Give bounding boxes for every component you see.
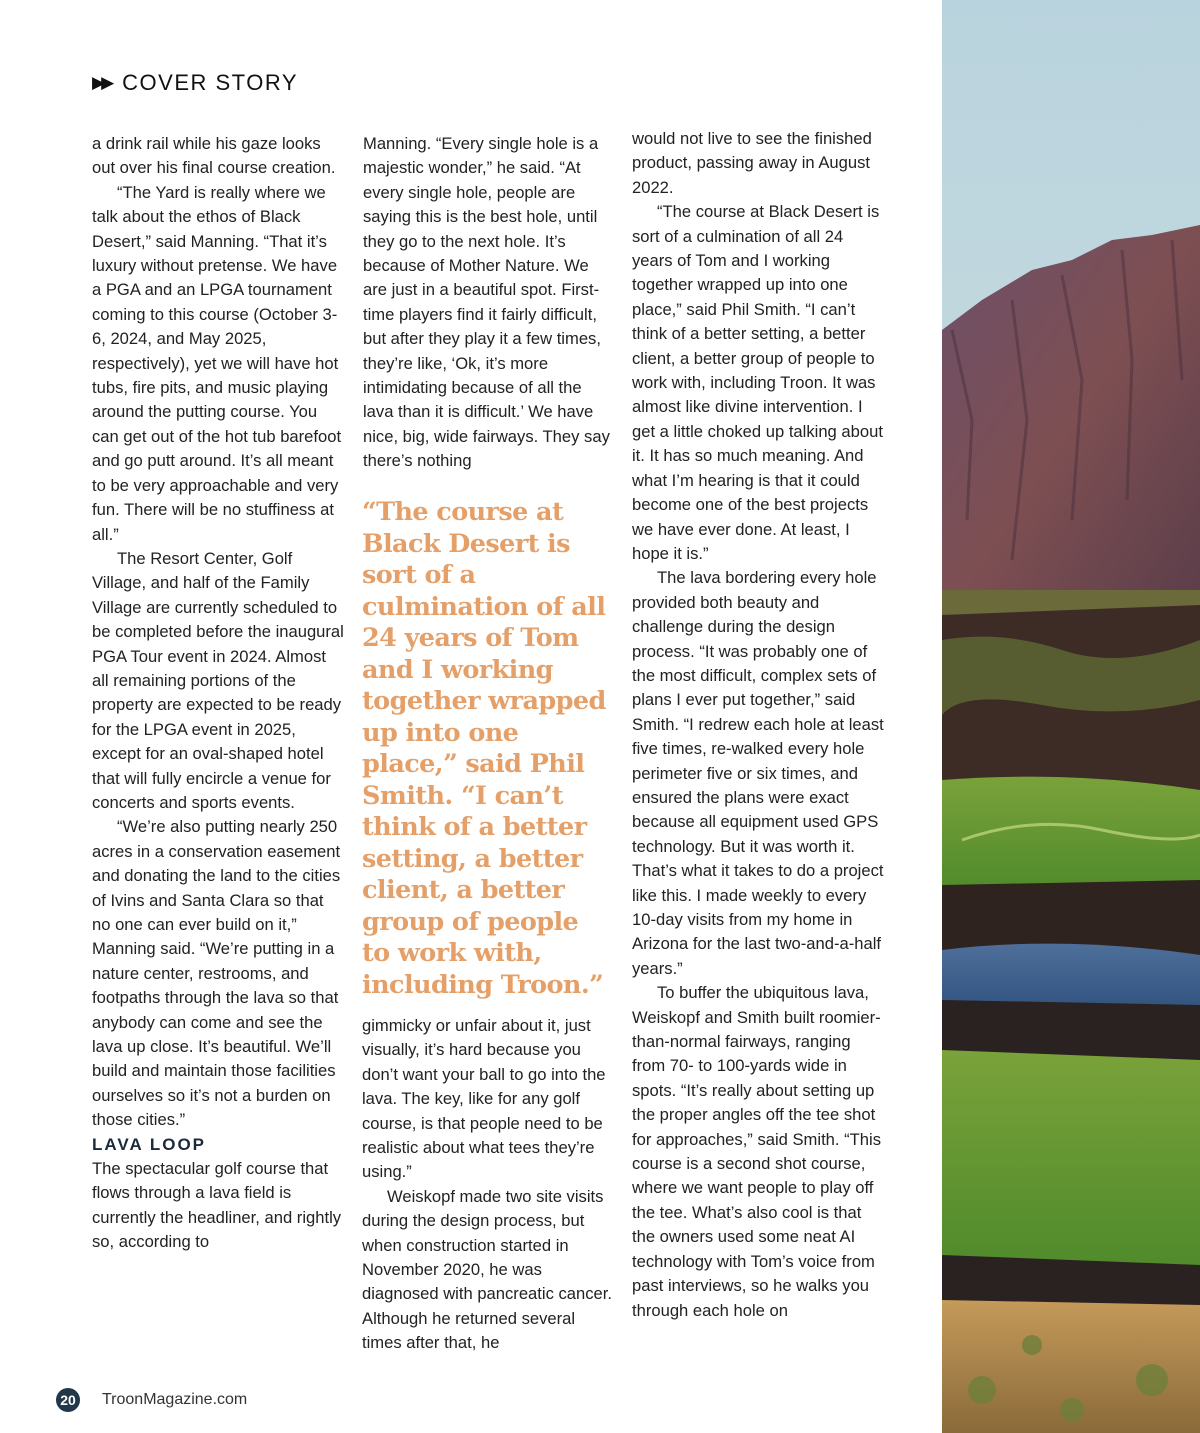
section-label: COVER STORY [122,70,298,95]
paragraph: gimmicky or unfair about it, just visually, it’s hard because you don’t want your ball to go into the lava. The key, like for any golf course, is that people need to be realistic about what tees they’re using.” [362,1016,606,1182]
article-column-2-top [363,132,611,474]
paragraph: The spectacular golf course that flows through a lava field is currently the headliner, and rightly so, according to [92,1159,342,1252]
article-column-1 [92,132,344,1255]
paragraph: The lava bordering every hole provided both beauty and challenge during the design process. “It was probably one of the most difficult, complex sets of plans I ever put together,” said Smith. “I redrew each hole at least five times, re-walked every hole perimeter five or six times, and ensured the plans were exact because all equipment used GPS technology. But it was worth it. That’s what it takes to do a project like this. I made weekly to every 10-day visits from my home in Arizona for the last two-and-a-half years.” [632,568,884,978]
section-header [92,70,298,96]
page-footer [56,1388,247,1412]
paragraph: To buffer the ubiquitous lava, Weiskopf and Smith built roomier-than-normal fairways, ranging from 70- to 100-yards wide in spots. “It’s really about setting up the proper angles off the tee shot for approaches,” said Smith. “This course is a second shot course, where we want people to play off the tee. What’s also cool is that the owners used some neat AI technology with Tom’s voice from past interviews, so he walks you through each hole on [632,983,882,1320]
paragraph: would not live to see the finished product, passing away in August 2022. [632,129,872,197]
footer-website: TroonMagazine.com [102,1391,248,1408]
paragraph: Weiskopf made two site visits during the design process, but when construction started in November 2020, he was diagnosed with pancreatic cancer. Although he returned several times after that, he [362,1186,612,1353]
paragraph: a drink rail while his gaze looks out over his final course creation. [92,134,336,178]
article-column-3 [632,127,884,1323]
pull-quote: “The course at Black Desert is sort of a culmination of all 24 years of Tom and I working together wrapped up into one place,” said Phil Smith. “I can’t think of a better setting, a better client, a better group of people to work with, including Troon.” [362,497,606,1000]
golf-course-photo [942,0,1200,1433]
paragraph: “The course at Black Desert is sort of a culmination of all 24 years of Tom and I working together wrapped up into one place,” said Phil Smith. “I can’t think of a better setting, a better client, a better group of people to work with, including Troon. It was almost like divine intervention. I get a little choked up talking about it. It has so much meaning. And what I’m hearing is that it could become one of the best projects we have ever done. At least, I hope it is.” [632,202,883,563]
paragraph: “The Yard is really where we talk about the ethos of Black Desert,” said Manning. “That it’s luxury without pretense. We have a PGA and an LPGA tournament coming to this course (October 3-6, 2024, and May 2025, respectively), yet we will have hot tubs, fire pits, and music playing around the putting course. You can get out of the hot tub barefoot and go putt around. It’s all meant to be very approachable and very fun. There will be no stuffiness at all.” [92,182,342,544]
article-column-2-bottom [362,1014,612,1356]
page-number-badge: 20 [56,1388,80,1412]
paragraph: The Resort Center, Golf Village, and half of the Family Village are currently scheduled to be completed before the inaugural PGA Tour event in 2024. Almost all remaining portions of the property are expected to be ready for the LPGA event in 2025, except for an oval-shaped hotel that will fully encircle a venue for concerts and sports events. [92,548,344,812]
paragraph: Manning. “Every single hole is a majestic wonder,” he said. “At every single hole, people are saying this is the best hole, until they go to the next hole. It’s because of Mother Nature. We are just in a beautiful spot. First-time players find it fairly difficult, but after they play it a few times, they’re like, ‘Ok, it’s more intimidating because of all the lava than it is difficult.’ We have nice, big, wide fairways. They say there’s nothing [363,134,610,471]
fast-forward-icon: ▶▶ [92,73,111,93]
subhead: LAVA LOOP [92,1134,207,1154]
paragraph: “We’re also putting nearly 250 acres in a conservation easement and donating the land to the cities of Ivins and Santa Clara so that no one can ever build on it,” Manning said. “We’re putting in a nature center, restrooms, and footpaths through the lava so that anybody can come and see the lava up close. It’s beautiful. We’ll build and maintain those facilities ourselves so it’s not a burden on those cities.” [92,817,341,1130]
